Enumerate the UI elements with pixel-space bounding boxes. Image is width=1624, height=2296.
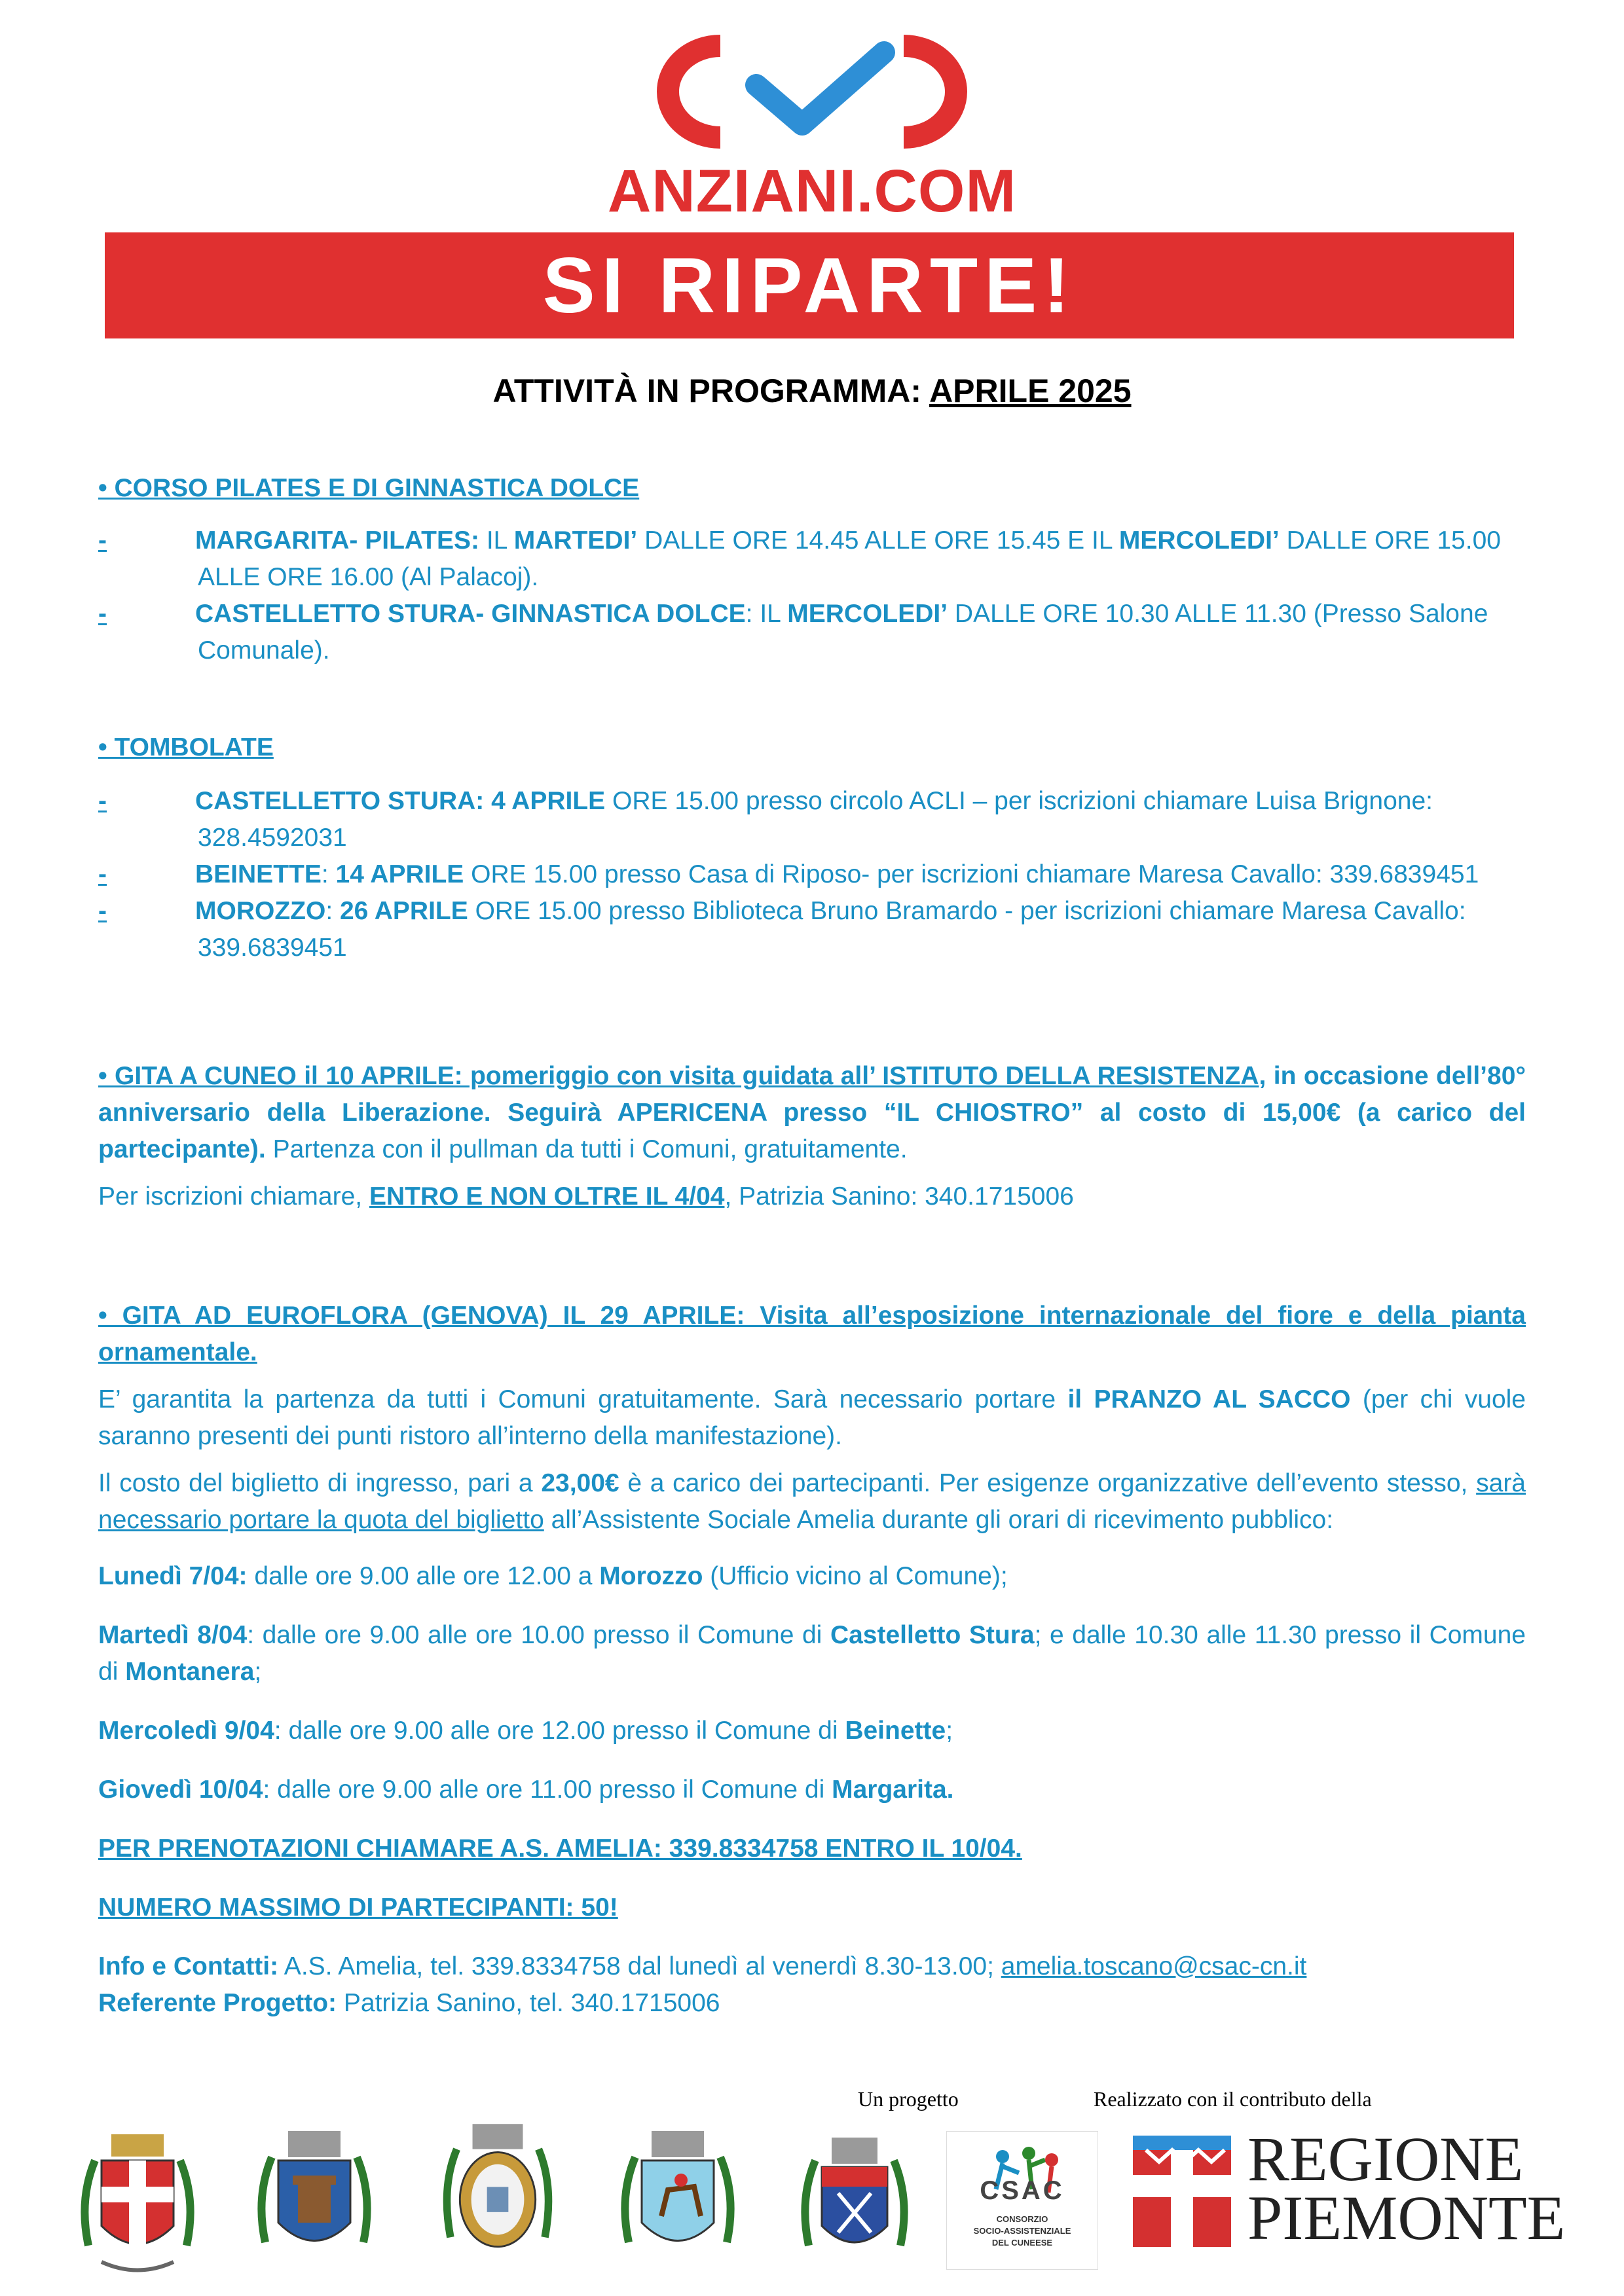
item-text: : IL [745, 600, 788, 628]
iscrizioni-deadline: ENTRO E NON OLTRE IL 4/04 [369, 1182, 725, 1211]
regione-piemonte-emblem-icon [1133, 2136, 1231, 2247]
slogan-text: SI RIPARTE! [542, 242, 1077, 329]
list-dash: - [98, 860, 107, 888]
municipal-crest-icon [435, 2111, 560, 2275]
paragraph-text: (per chi vuole saranno presenti dei punti ristoro all’interno della manifestazione). [98, 1385, 1526, 1450]
schedule-text: dalle ore 9.00 alle ore 12.00 a [247, 1562, 600, 1590]
section-heading-euroflora: • GITA AD EUROFLORA (GENOVA) IL 29 APRILE: Visita all’esposizione internazionale del fiore e della pianta ornamentale. [98, 1302, 1526, 1366]
paragraph-text: è a carico dei partecipanti. Per esigenze organizzative dell’evento stesso, [619, 1469, 1477, 1497]
cuneo-heading: • GITA A CUNEO il 10 APRILE: pomeriggio con visita guidata all’ ISTITUTO DELLA RESISTENZA [98, 1062, 1259, 1090]
schedule-text: : dalle ore 9.00 alle ore 10.00 presso il Comune di [247, 1621, 830, 1649]
list-dash: - [98, 897, 107, 925]
page-title-prefix: ATTIVITÀ IN PROGRAMMA: [492, 373, 930, 409]
euroflora-paragraph-2 [98, 1465, 1526, 1539]
item-text: : [325, 897, 340, 925]
csac-logo [946, 2131, 1098, 2270]
cuneo-iscrizioni [98, 1178, 1526, 1215]
schedule-text: (Ufficio vicino al Comune); [703, 1562, 1008, 1590]
schedule-day: Giovedì 10/04 [98, 1776, 263, 1804]
cuneo-text: Partenza con il pullman da tutti i Comuni, gratuitamente. [265, 1135, 908, 1163]
item-continuation: 339.6839451 [198, 934, 347, 962]
list-dash: - [98, 787, 107, 815]
paragraph-text: Il costo del biglietto di ingresso, pari a [98, 1469, 542, 1497]
paragraph-highlight: il PRANZO AL SACCO [1067, 1385, 1351, 1413]
schedule-place: Montanera [125, 1658, 255, 1686]
iscrizioni-prefix: Per iscrizioni chiamare, [98, 1182, 369, 1211]
referente-text: Patrizia Sanino, tel. 340.1715006 [337, 1989, 720, 2017]
schedule-place: Margarita. [832, 1776, 954, 1804]
item-place: CASTELLETTO STURA- GINNASTICA DOLCE [195, 600, 746, 628]
list-item [98, 856, 1526, 893]
paragraph-text: E’ garantita la partenza da tutti i Comuni gratuitamente. Sarà necessario portare [98, 1385, 1068, 1413]
item-continuation: ALLE ORE 16.00 (Al Palacoj). [198, 563, 539, 591]
schedule-day: Mercoledì 9/04 [98, 1717, 274, 1745]
item-place: CASTELLETTO STURA: 4 APRILE [195, 787, 606, 815]
list-item [98, 522, 1526, 596]
regione-label-1: REGIONE [1247, 2124, 1524, 2194]
schedule-row [98, 1772, 1526, 1808]
list-item [98, 596, 1526, 669]
schedule-place: Beinette [845, 1717, 946, 1745]
schedule-place: Castelletto Stura [830, 1621, 1035, 1649]
item-date: 26 APRILE [339, 897, 468, 925]
item-day: MARTEDI’ [513, 526, 638, 555]
item-text: IL [479, 526, 514, 555]
schedule-day: Martedì 8/04 [98, 1621, 248, 1649]
contacts-text: A.S. Amelia, tel. 339.8334758 dal lunedì al venerdì 8.30-13.00; [278, 1952, 1001, 1980]
list-dash: - [98, 600, 107, 628]
anziani-logo-icon [642, 26, 982, 157]
euroflora-paragraph-1 [98, 1381, 1526, 1455]
contacts-label: Info e Contatti: [98, 1952, 279, 1980]
item-text: : [321, 860, 336, 888]
list-item [98, 783, 1526, 856]
municipal-crest-icon [252, 2118, 377, 2282]
item-continuation: Comunale). [198, 636, 330, 665]
municipal-crest-icon [75, 2121, 200, 2285]
schedule-text: ; [254, 1658, 262, 1686]
section-cuneo [98, 1058, 1526, 1168]
referente-line [98, 1985, 1526, 2022]
item-day: MERCOLEDI’ [1118, 526, 1280, 555]
ticket-price: 23,00€ [541, 1469, 619, 1497]
list-item [98, 893, 1526, 966]
item-text: DALLE ORE 10.30 ALLE 11.30 (Presso Salone [948, 600, 1488, 628]
csac-line-2: SOCIO-ASSISTENZIALE [973, 2226, 1071, 2236]
item-continuation: 328.4592031 [198, 824, 347, 852]
regione-label-2: PIEMONTE [1247, 2183, 1566, 2253]
schedule-row [98, 1558, 1526, 1595]
footer-project-label: Un progetto [858, 2087, 959, 2111]
referente-label: Referente Progetto: [98, 1989, 337, 2017]
item-place: BEINETTE [195, 860, 322, 888]
schedule-text: : dalle ore 9.00 alle ore 11.00 presso il Comune di [263, 1776, 832, 1804]
schedule-row [98, 1713, 1526, 1749]
page-title-month: APRILE 2025 [929, 373, 1132, 409]
item-place: MARGARITA- PILATES: [195, 526, 480, 555]
schedule-text: ; [946, 1717, 953, 1745]
prenotazioni-line: PER PRENOTAZIONI CHIAMARE A.S. AMELIA: 339.8334758 ENTRO IL 10/04. [98, 1834, 1022, 1863]
email-link[interactable]: amelia.toscano@csac-cn.it [1001, 1952, 1307, 1980]
item-text: DALLE ORE 15.00 [1279, 526, 1501, 555]
schedule-row [98, 1617, 1526, 1690]
list-dash: - [98, 526, 107, 555]
schedule-place: Morozzo [599, 1562, 703, 1590]
csac-line-1: CONSORZIO [996, 2214, 1048, 2224]
item-date: 14 APRILE [335, 860, 464, 888]
municipal-crest-icon [616, 2118, 740, 2282]
section-heading-tombolate: • TOMBOLATE [98, 733, 274, 761]
schedule-text: : dalle ore 9.00 alle ore 12.00 presso il Comune di [274, 1717, 845, 1745]
item-day: MERCOLEDI’ [787, 600, 948, 628]
schedule-text: ; e dalle 10.30 alle 11.30 presso il Comune di [98, 1621, 1526, 1686]
main-content [98, 470, 1526, 2022]
paragraph-underline: sarà necessario portare la quota del biglietto [98, 1469, 1526, 1534]
municipal-crest-icon [792, 2121, 917, 2285]
footer-contribution-label: Realizzato con il contributo della [1094, 2087, 1372, 2111]
csac-line-3: DEL CUNEESE [991, 2238, 1053, 2248]
section-heading-pilates: • CORSO PILATES E DI GINNASTICA DOLCE [98, 474, 640, 502]
csac-letters: CSAC [980, 2176, 1065, 2205]
item-text: ORE 15.00 presso Biblioteca Bruno Bramardo - per iscrizioni chiamare Maresa Cavallo: [468, 897, 1466, 925]
schedule-day: Lunedì 7/04: [98, 1562, 248, 1590]
paragraph-text: all’Assistente Sociale Amelia durante gli orari di ricevimento pubblico: [544, 1506, 1334, 1534]
item-place: MOROZZO [195, 897, 326, 925]
item-text: DALLE ORE 14.45 ALLE ORE 15.45 E IL [637, 526, 1119, 555]
item-text: ORE 15.00 presso circolo ACLI – per iscrizioni chiamare Luisa Brignone: [605, 787, 1433, 815]
page-title [0, 372, 1624, 410]
contacts-line [98, 1948, 1526, 1985]
item-text: ORE 15.00 presso Casa di Riposo- per iscrizioni chiamare Maresa Cavallo: 339.6839451 [464, 860, 1479, 888]
slogan-banner [105, 232, 1514, 338]
brand-name: ANZIANI.COM [607, 158, 1017, 225]
iscrizioni-contact: , Patrizia Sanino: 340.1715006 [724, 1182, 1074, 1211]
max-participants-line: NUMERO MASSIMO DI PARTECIPANTI: 50! [98, 1893, 618, 1922]
cuneo-heading-rest: , in occasione dell’80° anniversario della Liberazione. Seguirà APERICENA presso “IL CHIOSTRO” al costo di 15,00€ (a carico del partecipante). [98, 1062, 1526, 1163]
